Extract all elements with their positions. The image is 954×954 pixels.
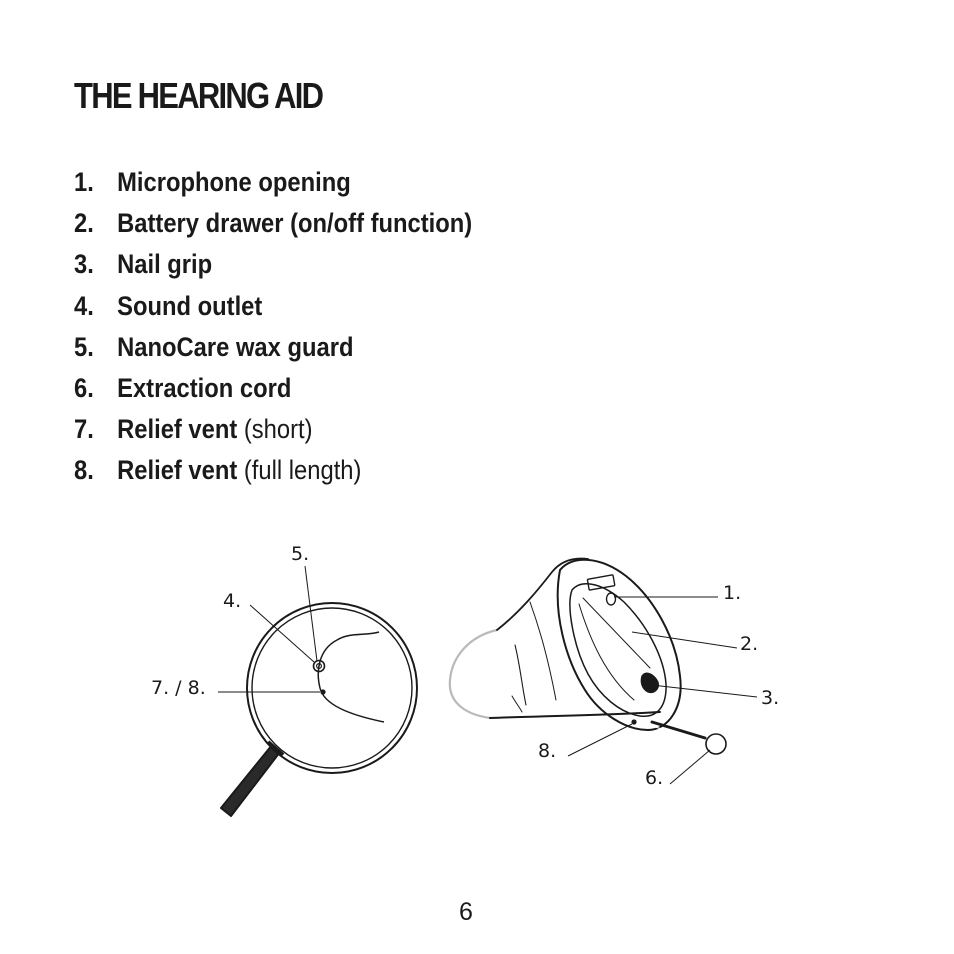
item-number: 1. [74, 167, 94, 197]
list-item [74, 162, 472, 203]
list-item [74, 327, 472, 368]
callout-3: 3. [761, 687, 780, 709]
callout-1: 1. [723, 582, 742, 604]
item-number: 8. [74, 455, 94, 486]
magnifying-glass-icon [221, 603, 417, 816]
list-item [74, 203, 472, 244]
parts-list [74, 162, 472, 492]
list-item [74, 450, 472, 491]
hearing-aid-diagram [0, 520, 954, 840]
item-label: Microphone opening [117, 167, 351, 197]
list-item [74, 409, 472, 450]
item-label: NanoCare wax guard [117, 331, 354, 362]
callout-8: 8. [538, 740, 557, 762]
item-label: Extraction cord [117, 372, 292, 403]
item-label: Nail grip [117, 249, 213, 280]
item-number: 7. [74, 414, 94, 445]
list-item [74, 286, 472, 327]
item-number: 3. [74, 249, 94, 280]
leader-lines-right [568, 597, 757, 784]
callout-4: 4. [223, 590, 242, 612]
item-label: Battery drawer (on/off function) [117, 208, 473, 239]
page-title: THE HEARING AID [74, 75, 323, 116]
hearing-aid-icon [450, 559, 726, 754]
item-label: Relief vent [117, 414, 238, 445]
leader-lines-left [218, 566, 320, 692]
item-label: Sound outlet [117, 290, 263, 321]
callout-7-8: 7. / 8. [151, 677, 206, 699]
item-number: 2. [74, 208, 94, 239]
item-number: 5. [74, 331, 94, 362]
list-item [74, 368, 472, 409]
page-number: 6 [459, 898, 473, 926]
item-label: Relief vent [117, 455, 238, 486]
list-item [74, 244, 472, 285]
callout-2: 2. [740, 633, 759, 655]
item-number: 6. [74, 372, 94, 403]
item-note: (short) [237, 414, 313, 445]
item-note: (full length) [237, 455, 362, 486]
item-number: 4. [74, 290, 94, 321]
callout-5: 5. [291, 543, 310, 565]
callout-6: 6. [645, 767, 664, 789]
